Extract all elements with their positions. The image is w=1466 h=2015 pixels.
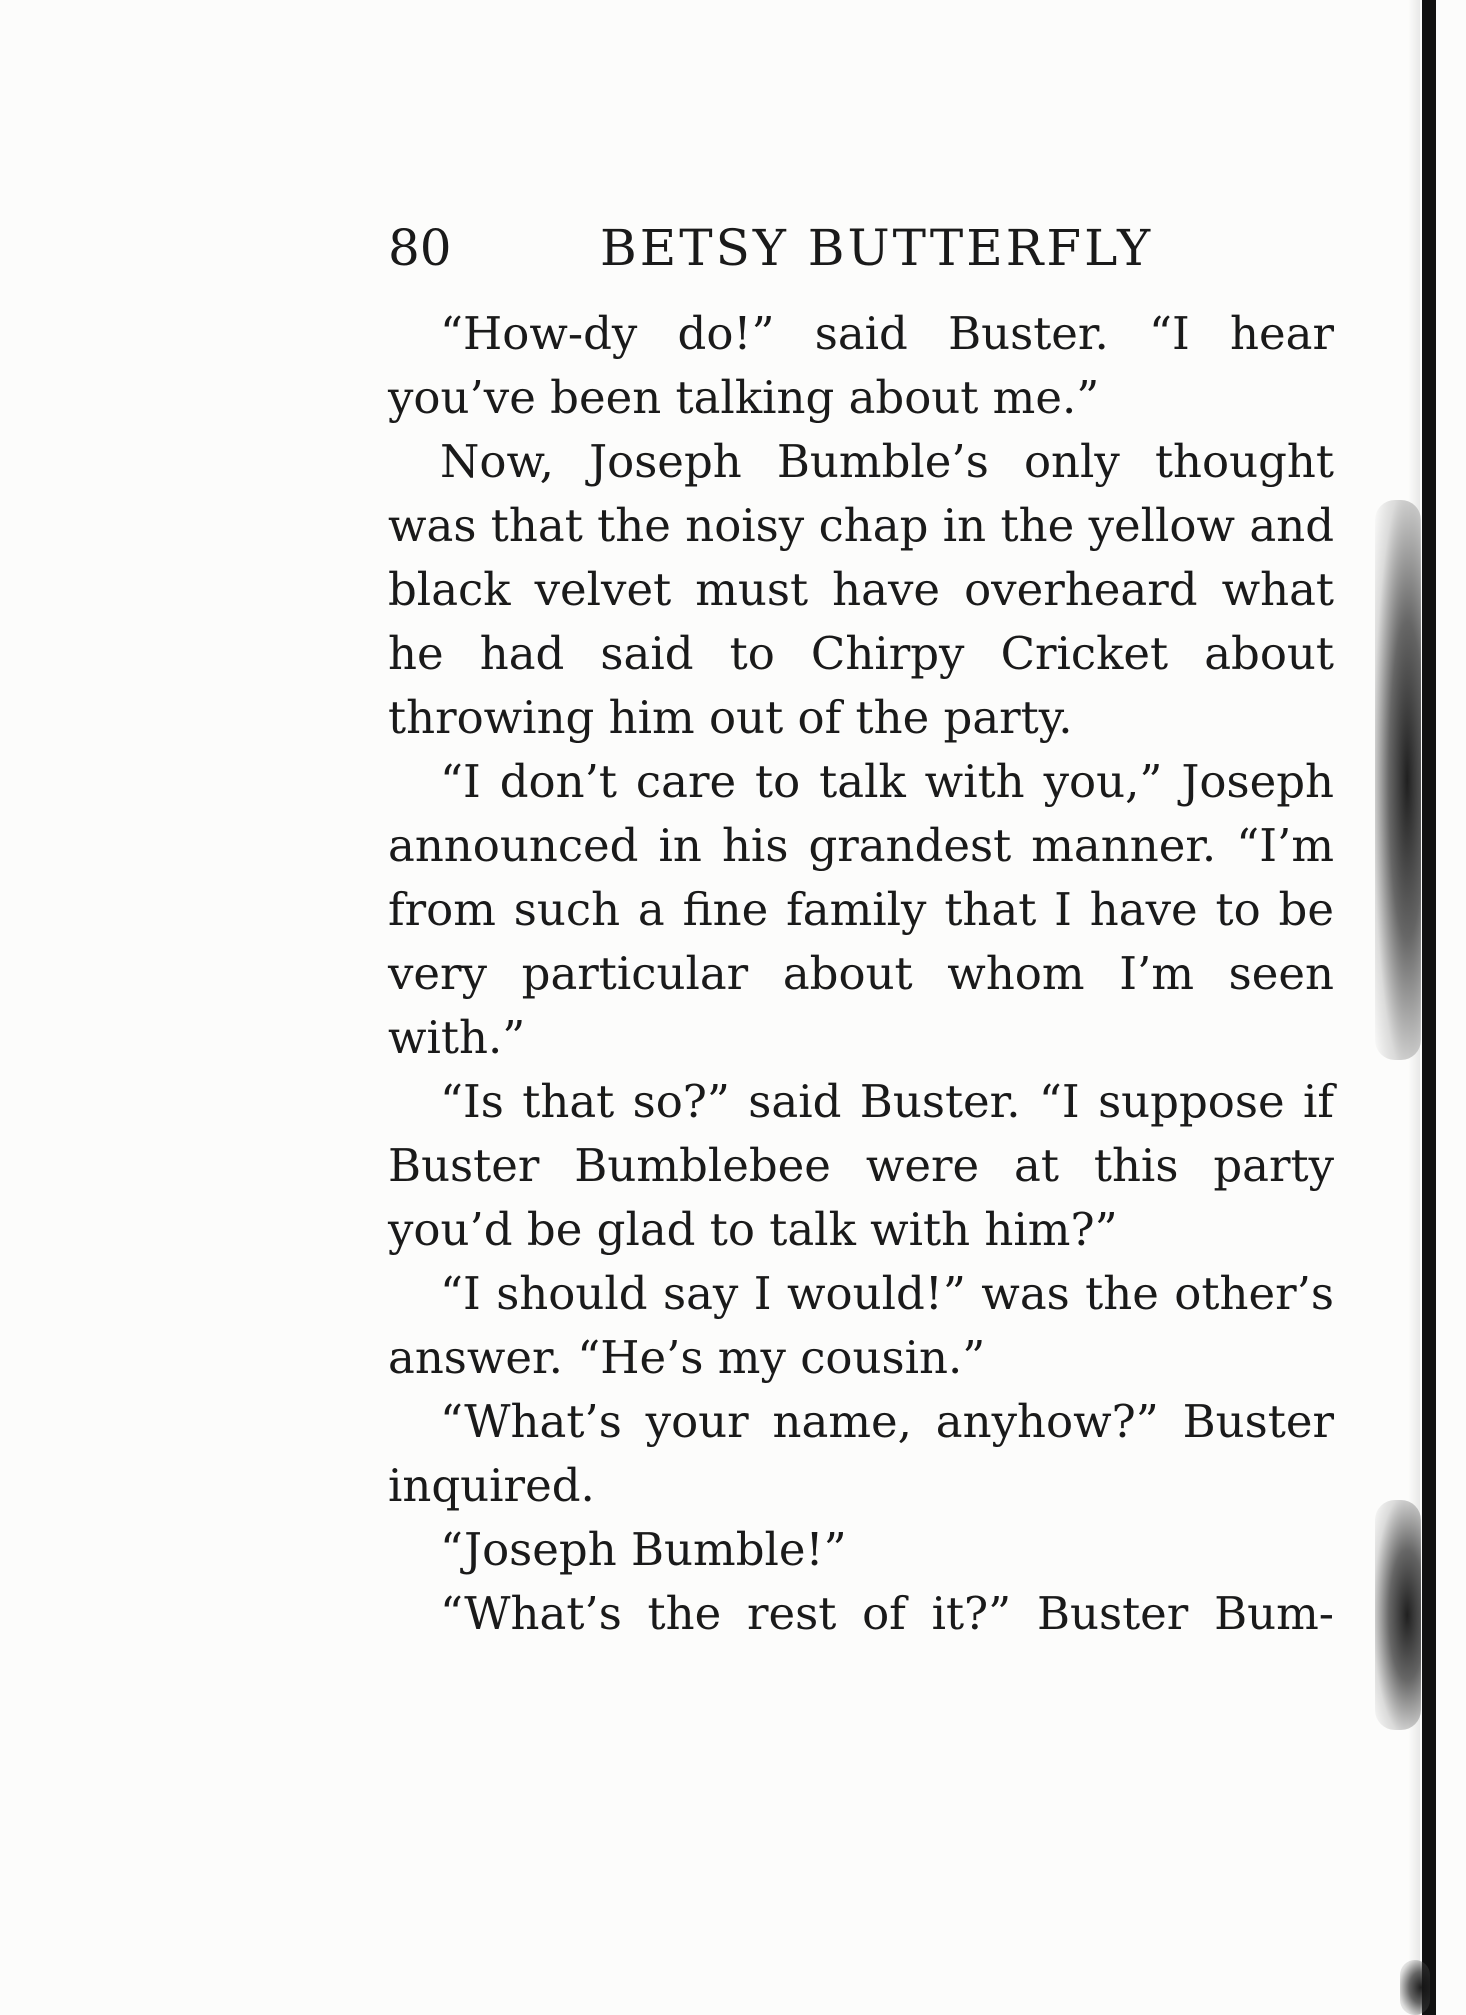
scan-shadow-mark — [1375, 500, 1421, 1060]
book-title: BETSY BUTTERFLY — [600, 219, 1154, 277]
paragraph: “What’s the rest of it?” Buster Bum- — [440, 1587, 1334, 1640]
paragraph: “Is that so?” said Buster. “I suppose if Buster Bumblebee were at this party you’d be glad to talk with him?” — [388, 1075, 1334, 1256]
paragraph: “What’s your name, anyhow?” Buster inquired. — [388, 1395, 1334, 1512]
running-head — [388, 218, 1188, 278]
paragraph: “I should say I would!” was the other’s answer. “He’s my cousin.” — [388, 1267, 1334, 1384]
scan-shadow-mark — [1375, 1500, 1421, 1730]
scan-shadow-mark — [1400, 1960, 1430, 2015]
paragraph: “I don’t care to talk with you,” Joseph announced in his grandest manner. “I’m from such a fine family that I have to be very particular about whom I’m seen with.” — [388, 755, 1334, 1064]
paragraph: Now, Joseph Bumble’s only thought was that the noisy chap in the yellow and black velvet must have overheard what he had said to Chirpy Cricket about throwing him out of the party. — [388, 435, 1334, 744]
page-number: 80 — [388, 219, 452, 277]
paragraph: “Joseph Bumble!” — [440, 1523, 847, 1576]
paragraph: “How-dy do!” said Buster. “I hear you’ve been talking about me.” — [388, 307, 1334, 424]
body-text — [388, 302, 1334, 1646]
page-binding-edge — [1422, 0, 1436, 2015]
